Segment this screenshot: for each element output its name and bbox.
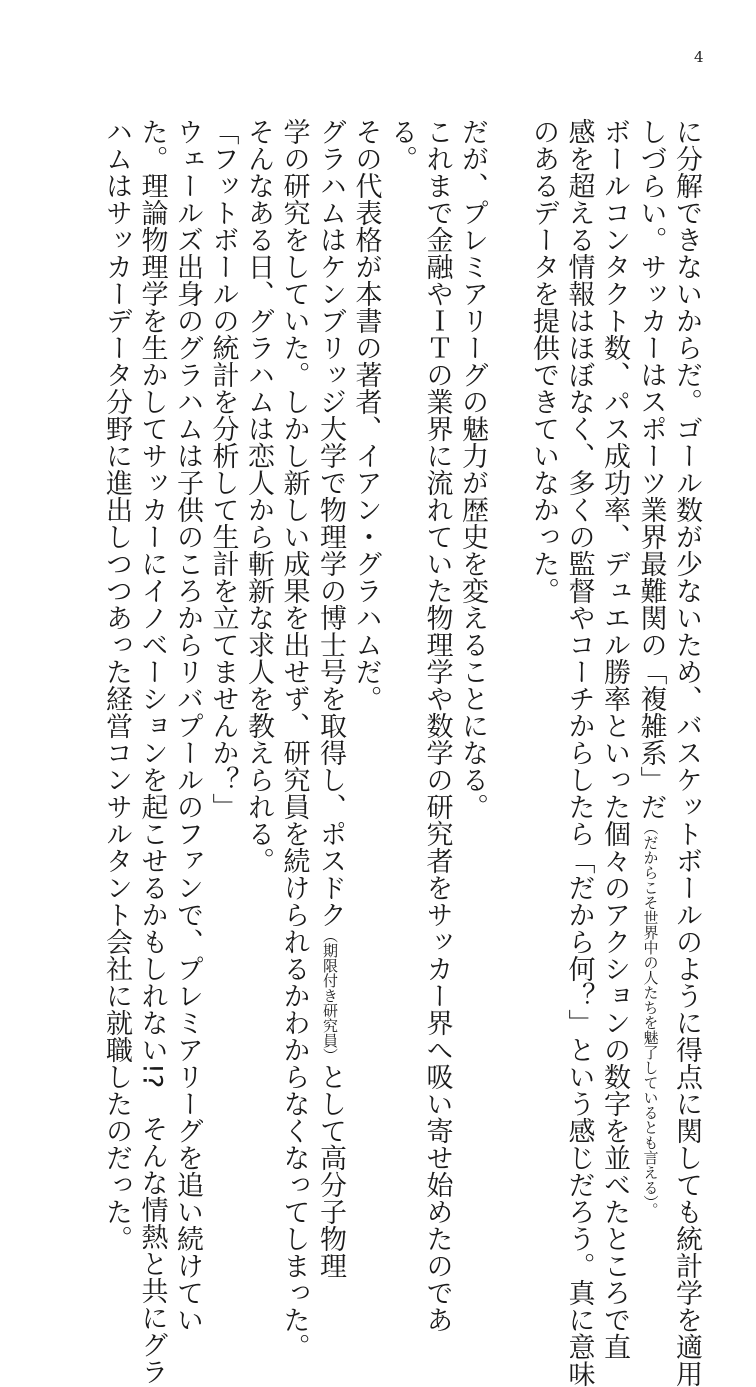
text-line-7: これまで金融やＩＴの業界に流れていた物理学や数学の研究者をサッカー界へ吸い寄せ始めたのであ: [421, 118, 453, 1333]
text-line-2: [632, 118, 669, 1218]
text-line-5: のあるデータを提供できていなかった。: [528, 118, 559, 604]
text-line-8: る。: [386, 118, 417, 172]
page-number: 4: [694, 48, 704, 66]
text-line-6: だが、プレミアリーグの魅力が歴史を変えることになる。: [457, 118, 488, 820]
text-line-12: そんなある日、グラハムは恋人から斬新な求人を教えられる。: [243, 118, 274, 874]
text-line-4: 感を超える情報はほぼなく、多くの監督やコーチからしたら「だから何？」という感じだろう。真に意味: [563, 118, 595, 1387]
text-line-10-main: グラハムはケンブリッジ大学で物理学の博士号を取得し、ポスドク: [315, 118, 346, 928]
text-line-11: 学の研究をしていた。しかし新しい成果を出せず、研究員を続けられるかわからなくなってしまった。: [278, 118, 310, 1360]
text-line-1: に分解できないからだ。ゴール数が少ないため、バスケットボールのように得点に関しても統計学を適用: [671, 118, 702, 1387]
text-line-10-tail: として高分子物理: [315, 1063, 346, 1279]
text-line-15: た。理論物理学を生かしてサッカーにイノベーションを起こせるかもしれない!? そんな情熱と共にグラ: [136, 118, 168, 1386]
text-line-2-note: （だからこそ世界中の人たちを魅了しているとも言える）。: [641, 820, 660, 1218]
body-text: [99, 118, 705, 1387]
text-line-10-note: （期限付き研究員）: [321, 928, 339, 1063]
paragraph-gap: [490, 118, 526, 1078]
text-line-10: [312, 118, 349, 1279]
text-line-16: ハムはサッカーデータ分野に進出しつつあった経営コンサルタント会社に就職したのだった。: [101, 118, 132, 1252]
text-line-13: 「フットボールの統計を分析して生計を立てませんか？」: [207, 118, 239, 820]
text-line-14: ウェールズ出身のグラハムは子供のころからリバプールのファンで、プレミアリーグを追い続けてい: [172, 118, 203, 1333]
text-line-2-main: しづらい。サッカーはスポーツ業界最難関の「複雑系」だ: [635, 118, 667, 820]
text-line-9: その代表格が本書の著者、イアン・グラハムだ。: [350, 118, 382, 712]
text-line-3: ボールコンタクト数、パス成功率、デュエル勝率といった個々のアクションの数字を並べたところで直: [599, 118, 630, 1360]
